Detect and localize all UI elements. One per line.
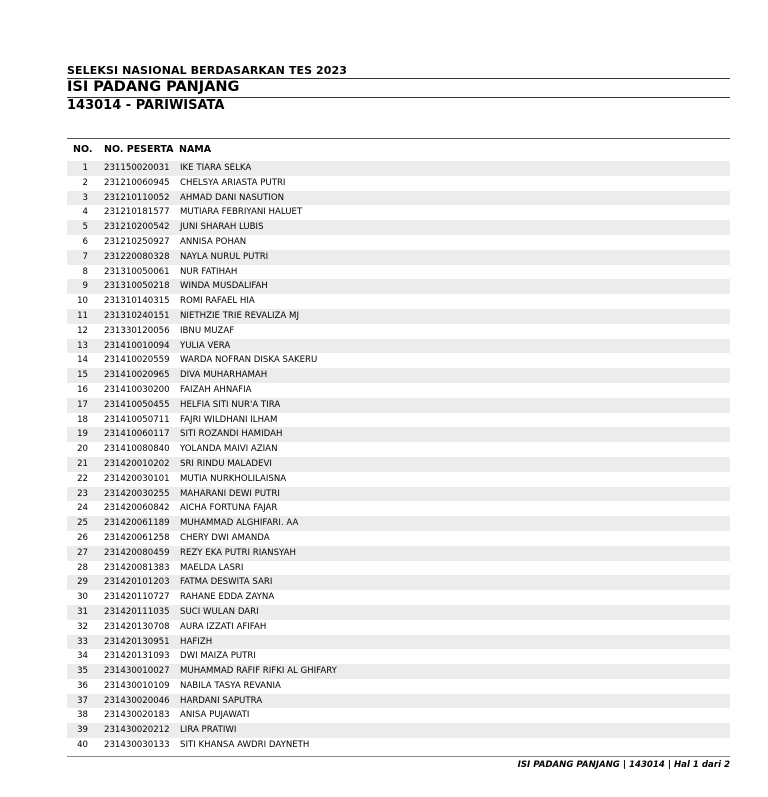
row-number: 31	[77, 606, 88, 617]
participant-number: 231430030133	[104, 740, 170, 751]
table-row	[67, 457, 730, 472]
row-number: 26	[77, 532, 88, 543]
participant-number: 231310140315	[104, 296, 170, 307]
row-number: 15	[77, 370, 88, 381]
participant-number: 231410060117	[104, 429, 170, 440]
row-number: 19	[77, 429, 88, 440]
row-number: 39	[77, 725, 88, 736]
table-row	[67, 590, 730, 605]
row-number: 27	[77, 547, 88, 558]
participant-number: 231420061189	[104, 518, 170, 529]
participant-name: DWI MAIZA PUTRI	[180, 651, 256, 662]
table-row	[67, 383, 730, 398]
table-row	[67, 531, 730, 546]
participant-name: REZY EKA PUTRI RIANSYAH	[180, 547, 296, 558]
participant-name: SITI KHANSA AWDRI DAYNETH	[180, 740, 310, 751]
table-row	[67, 339, 730, 354]
row-number: 22	[77, 473, 88, 484]
table-row	[67, 265, 730, 280]
table-row	[67, 546, 730, 561]
participant-name: IKE TIARA SELKA	[180, 163, 252, 173]
participant-name: NAYLA NURUL PUTRI	[180, 251, 269, 262]
selection-title: SELEKSI NASIONAL BERDASARKAN TES 2023	[67, 64, 348, 77]
participant-number: 231420080459	[104, 547, 170, 558]
row-number: 16	[77, 384, 88, 395]
table-row	[67, 294, 730, 309]
row-number: 9	[82, 281, 88, 292]
table-row	[67, 309, 730, 324]
table-row	[67, 191, 730, 206]
table-row	[67, 442, 730, 457]
table-row	[67, 561, 730, 576]
row-number: 21	[77, 458, 88, 469]
table-row	[67, 176, 730, 191]
table-row	[67, 413, 730, 428]
participant-name: MUHAMMAD RAFIF RIFKI AL GHIFARY	[180, 666, 337, 677]
table-row	[67, 427, 730, 442]
participant-number: 231430020183	[104, 710, 170, 721]
participant-name: MAHARANI DEWI PUTRI	[180, 488, 280, 499]
row-number: 14	[77, 355, 88, 366]
column-header-no: NO.	[73, 144, 93, 155]
table-row	[67, 516, 730, 531]
table-row	[67, 324, 730, 339]
table-row	[67, 279, 730, 294]
row-number: 34	[77, 651, 88, 662]
participant-name: JUNI SHARAH LUBIS	[180, 222, 264, 233]
participant-number: 231410030200	[104, 384, 170, 395]
participant-number: 231420060842	[104, 503, 170, 514]
table-header	[67, 144, 730, 158]
row-number: 36	[77, 680, 88, 691]
participant-name: WARDA NOFRAN DISKA SAKERU	[180, 355, 318, 366]
participant-name: FAJRI WILDHANI ILHAM	[180, 414, 278, 425]
participant-number: 231410080840	[104, 444, 170, 455]
participant-name: FAIZAH AHNAFIA	[180, 384, 252, 395]
row-number: 33	[77, 636, 88, 647]
participant-name: HAFIZH	[180, 636, 213, 647]
participant-name: HELFIA SITI NUR'A TIRA	[180, 399, 281, 410]
participant-number: 231420081383	[104, 562, 170, 573]
table-row	[67, 353, 730, 368]
row-number: 10	[77, 296, 88, 307]
participant-number: 231330120056	[104, 325, 170, 336]
table-row	[67, 723, 730, 738]
participant-name: ANNISA POHAN	[180, 236, 247, 247]
participant-number: 231430020046	[104, 695, 170, 706]
participant-number: 231420061258	[104, 532, 170, 543]
table-row	[67, 694, 730, 709]
row-number: 28	[77, 562, 88, 573]
column-header-peserta: NO. PESERTA	[104, 144, 174, 155]
participant-number: 231410020559	[104, 355, 170, 366]
row-number: 24	[77, 503, 88, 514]
table-row	[67, 220, 730, 235]
row-number: 29	[77, 577, 88, 588]
row-number: 40	[77, 740, 88, 751]
participant-number: 231420030101	[104, 473, 170, 484]
participant-number: 231430010109	[104, 680, 170, 691]
table-row	[67, 664, 730, 679]
participant-number: 231150020031	[104, 163, 170, 173]
participant-name: CHELSYA ARIASTA PUTRI	[180, 177, 286, 188]
row-number: 2	[82, 177, 88, 188]
row-number: 32	[77, 621, 88, 632]
table-row	[67, 368, 730, 383]
row-number: 12	[77, 325, 88, 336]
participant-name: AHMAD DANI NASUTION	[180, 192, 285, 203]
participant-number: 231310050061	[104, 266, 170, 277]
participant-number: 231420111035	[104, 606, 170, 617]
table-row	[67, 679, 730, 694]
participant-number: 231420131093	[104, 651, 170, 662]
table-row	[67, 620, 730, 635]
participant-name: MAELDA LASRI	[180, 562, 244, 573]
table-row	[67, 605, 730, 620]
participant-name: SITI ROZANDI HAMIDAH	[180, 429, 283, 440]
participant-number: 231410050711	[104, 414, 170, 425]
row-number: 17	[77, 399, 88, 410]
table-row	[67, 205, 730, 220]
row-number: 6	[82, 236, 88, 247]
participant-number: 231430020212	[104, 725, 170, 736]
participant-name: HARDANI SAPUTRA	[180, 695, 263, 706]
participant-name: YOLANDA MAIVI AZIAN	[180, 444, 278, 455]
participant-number: 231310050218	[104, 281, 170, 292]
row-number: 7	[82, 251, 88, 262]
participant-name: RAHANE EDDA ZAYNA	[180, 592, 275, 603]
participant-number: 231410020965	[104, 370, 170, 381]
participant-number: 231420010202	[104, 458, 170, 469]
row-number: 30	[77, 592, 88, 603]
row-number: 38	[77, 710, 88, 721]
program-title: 143014 - PARIWISATA	[67, 98, 225, 113]
participant-name: MUTIA NURKHOLILAISNA	[180, 473, 287, 484]
table-row	[67, 398, 730, 413]
participant-number: 231310240151	[104, 310, 170, 321]
column-header-nama: NAMA	[179, 144, 212, 155]
table-row	[67, 649, 730, 664]
participant-name: NABILA TASYA REVANIA	[180, 680, 281, 691]
divider	[67, 138, 730, 139]
participant-number: 231210181577	[104, 207, 170, 218]
participant-name: LIRA PRATIWI	[180, 725, 237, 736]
participant-name: WINDA MUSDALIFAH	[180, 281, 268, 292]
participant-number: 231420130951	[104, 636, 170, 647]
participant-name: FATMA DESWITA SARI	[180, 577, 273, 588]
participant-number: 231220080328	[104, 251, 170, 262]
table-row	[67, 738, 730, 753]
participant-name: MUHAMMAD ALGHIFARI. AA	[180, 518, 299, 529]
participant-name: DIVA MUHARHAMAH	[180, 370, 268, 381]
participant-number: 231210200542	[104, 222, 170, 233]
participant-name: NUR FATIHAH	[180, 266, 238, 277]
participant-number: 231420030255	[104, 488, 170, 499]
participant-number: 231430010027	[104, 666, 170, 677]
participant-number: 231420101203	[104, 577, 170, 588]
row-number: 35	[77, 666, 88, 677]
participant-number: 231210060945	[104, 177, 170, 188]
table-row	[67, 161, 730, 176]
participant-name: ROMI RAFAEL HIA	[180, 296, 255, 307]
table-row	[67, 235, 730, 250]
page-footer: ISI PADANG PANJANG | 143014 | Hal 1 dari 2	[517, 760, 730, 770]
table-row	[67, 575, 730, 590]
row-number: 37	[77, 695, 88, 706]
participant-name: SUCI WULAN DARI	[180, 606, 259, 617]
row-number: 5	[82, 222, 88, 233]
table-row	[67, 635, 730, 650]
participant-number: 231210110052	[104, 192, 170, 203]
participant-number: 231420110727	[104, 592, 170, 603]
row-number: 1	[82, 163, 88, 173]
divider	[67, 756, 730, 757]
participant-number: 231210250927	[104, 236, 170, 247]
participant-table	[67, 161, 730, 753]
table-row	[67, 250, 730, 265]
table-row	[67, 487, 730, 502]
row-number: 18	[77, 414, 88, 425]
participant-name: MUTIARA FEBRIYANI HALUET	[180, 207, 303, 218]
table-row	[67, 501, 730, 516]
row-number: 13	[77, 340, 88, 351]
participant-name: CHERY DWI AMANDA	[180, 532, 270, 543]
table-row	[67, 708, 730, 723]
row-number: 4	[82, 207, 88, 218]
participant-name: AURA IZZATI AFIFAH	[180, 621, 267, 632]
participant-name: SRI RINDU MALADEVI	[180, 458, 272, 469]
participant-name: YULIA VERA	[180, 340, 231, 351]
participant-name: IBNU MUZAF	[180, 325, 235, 336]
row-number: 11	[77, 310, 88, 321]
participant-number: 231420130708	[104, 621, 170, 632]
row-number: 20	[77, 444, 88, 455]
row-number: 8	[82, 266, 88, 277]
row-number: 25	[77, 518, 88, 529]
participant-name: AICHA FORTUNA FAJAR	[180, 503, 278, 514]
participant-name: ANISA PUJAWATI	[180, 710, 250, 721]
participant-number: 231410050455	[104, 399, 170, 410]
participant-number: 231410010094	[104, 340, 170, 351]
table-row	[67, 472, 730, 487]
institution-title: ISI PADANG PANJANG	[67, 79, 240, 95]
row-number: 23	[77, 488, 88, 499]
row-number: 3	[82, 192, 88, 203]
participant-name: NIETHZIE TRIE REVALIZA MJ	[180, 310, 299, 321]
